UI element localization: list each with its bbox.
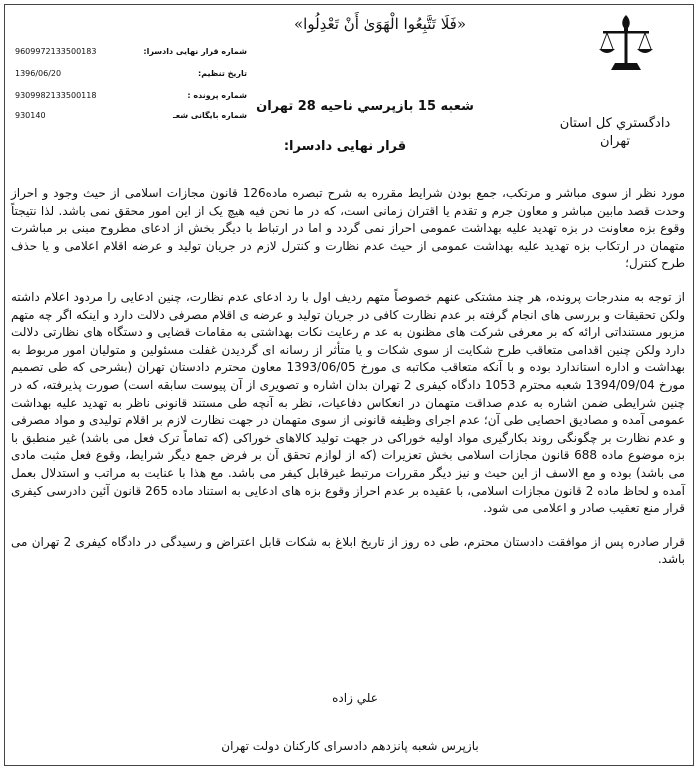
meta-row-case-number — [15, 91, 247, 107]
court-name-line2: تهران — [600, 134, 630, 149]
body-paragraph: قرار صادره پس از موافقت دادستان محترم، طی ده روز از تاريخ ابلاغ به شكات قابل اعتراض و رسيدگی در دادگاه كيفری 2 تهران می باشد. — [11, 534, 685, 567]
signatory-title: بازپرس شعبه پانزدهم دادسرای كاركنان دولت تهران — [221, 739, 479, 753]
meta-value: 9309982133500118 — [15, 91, 97, 100]
court-name-line1: دادگستري كل استان — [559, 116, 671, 131]
branch-title: شعبه 15 بازپرسي ناحيه 28 تهران — [256, 99, 474, 114]
meta-row-decision-number — [15, 47, 247, 63]
meta-row-issue-date — [15, 69, 247, 85]
decision-title: قرار نهايی دادسرا: — [283, 139, 407, 154]
meta-row-archive-number — [15, 111, 247, 127]
meta-value: 9609972133500183 — [15, 47, 97, 56]
meta-value: 930140 — [15, 111, 46, 120]
decision-body — [11, 185, 685, 585]
meta-label: شماره قرار نهايی دادسرا: — [143, 47, 247, 56]
meta-label: شماره بايگانی شعـ — [172, 111, 247, 120]
document-header — [5, 5, 693, 155]
meta-value: 1396/06/20 — [15, 69, 62, 78]
body-paragraph: از توجه به مندرجات پرونده، هر چند مشتكی عنهم خصوصاً متهم رديف اول با رد ادعای عدم نظارت، چنين ادعايی را مردود اعلام داشته ولكن تحقيقات و بررسی های انجام گرفته بر عدم نظارت كافی در جريان توليد و عرضه ی اقلام مصرفی دلالت دارد و اينكه اگر چه متهم مزبور مستنداتی ارائه كه بر معرفی شركت های مظنون به عد م رعايت نكات بهداشتی به مقامات قضايی و دستگاه های نظارتی دلالت دارد ولكن چنين اقدامی متعاقب طرح شكايت از سوی شكات و يا متأثر از رسانه ای گرديدن غفلت مسئولين و متوليان امور مربوط به بهداشت و اداره استاندارد بوده و با آنكه متعاقب مكاتبه ی مورخ 1393/06/05 معاون محترم دادستان تهران (بشرحی كه طی تصميم مورخ 1394/09/04 شعبه محترم 1053 دادگاه كيفری 2 تهران بدان اشاره و تصويری از آن پيوست سابقه است) صورت پذيرفته، كه در چنين شرايطی ضمن اشاره به عدم صداقت متهمان در انعكاس دفاعيات، نظر به آنچه طی مستند قانونی ناظر به تهديد عليه بهداشت عمومی آمده و مصاديق احصايی طی آن؛ عدم اجرای وظيفه قانونی از سوی متهمان در جهت نظارت لازم بر اقلام توليدی و مواد مصرفی و عدم نظارت بر چگونگی روند بكارگيری مواد اوليه خوراكی در جهت توليد كالاهای خوراكی (كه تماماً ترک فعل می باشد) غير منطبق با بزه موضوع ماده 688 قانون مجازات اسلامی بخش تعزيرات (كه از لوازم تحقق آن بر فرض جمع ديگر شرايط، وقوع فعل مثبت مادی می باشد) بوده و مع الاسف از اين حيث و نيز ديگر مقررات مرتبط غيرقابل كيفر می باشد. مع هذا با عنايت به مراتب و استدلال بعمل آمده و لحاظ ماده 2 قانون مجازات اسلامی، با عقيده بر عدم احراز وقوع بزه های ادعايی به استناد ماده 265 قانون آئين دادرسی كيفری قرار منع تعقيب صادر و اعلامی می شود. — [11, 289, 686, 516]
court-name — [545, 115, 685, 151]
body-paragraph: مورد نظر از سوی مباشر و مرتكب، جمع بودن شرايط مقرره به شرح تبصره ماده126 قانون مجازات اسلامی از حيث وجود و احراز وحدت قصد مابين مباشر و معاون جرم و تقدم يا اقتران زمانی است، كه در ما نحن فيه هيچ يک از اين امور محقق نمی باشد. لذا نتيجتاً وقوع بزه معاونت در بزه تهديد عليه بهداشت عمومی احراز نمی گردد و اما در ارتباط با ديگر بخش از ادعای مطروح مبنی بر مباشرت متهمان در ارتكاب بزه تهديد عليه بهداشت عمومی از حيث عدم نظارت و كنترل لازم در جريان توليد و عرضه اقلام اعلامی و يا حذف طرح كنترل؛ — [11, 186, 685, 271]
meta-label: تاريخ تنظيم: — [198, 69, 247, 78]
signatory-name: علي زاده — [332, 691, 378, 705]
document-page — [4, 4, 694, 766]
meta-label: شماره پرونده : — [187, 91, 247, 100]
scales-of-justice-emblem-icon — [597, 13, 655, 73]
quran-verse: «فَلَا تَتَّبِعُوا الْهَوَىٰ أَنْ تَعْدِلُوا» — [293, 15, 467, 33]
